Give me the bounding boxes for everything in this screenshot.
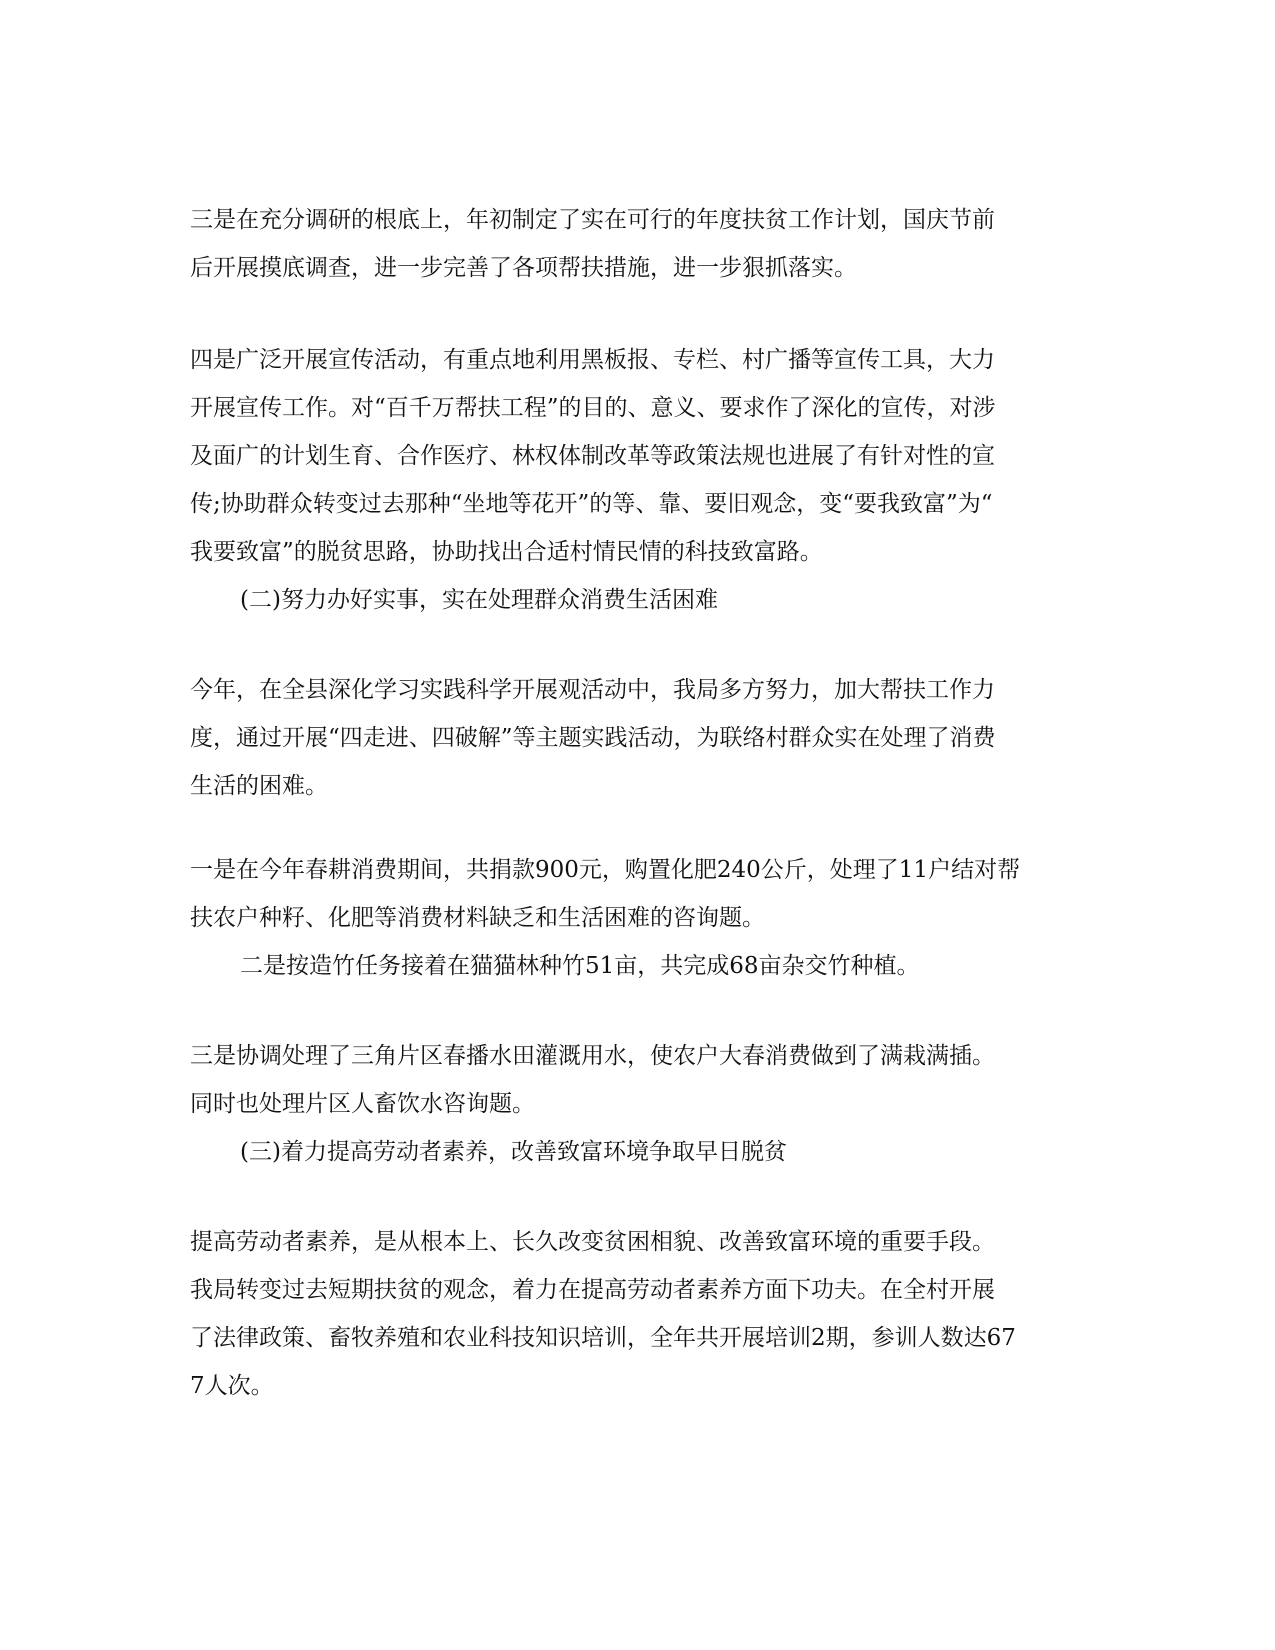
section-heading-3	[190, 1128, 1085, 1176]
paragraph-plan	[190, 196, 1085, 292]
text-line: 及面广的计划生育、合作医疗、林权体制改革等政策法规也进展了有针对性的宣	[190, 443, 995, 469]
text-line: 提高劳动者素养，是从根本上、长久改变贫困相貌、改善致富环境的重要手段。	[190, 1229, 995, 1255]
text-line: 7人次。	[190, 1373, 274, 1399]
paragraph-training	[190, 1218, 1085, 1410]
text-line: 三是协调处理了三角片区春播水田灌溉用水，使农户大春消费做到了满栽满插。	[190, 1043, 995, 1069]
text-line: 度，通过开展“四走进、四破解”等主题实践活动，为联络村群众实在处理了消费	[190, 725, 996, 751]
paragraph-this-year	[190, 666, 1085, 810]
heading-text: (二)努力办好实事，实在处理群众消费生活困难	[240, 587, 718, 613]
paragraph-bamboo	[190, 942, 1085, 990]
heading-text: (三)着力提高劳动者素养，改善致富环境争取早日脱贫	[240, 1139, 787, 1165]
text-line: 我要致富”的脱贫思路，协助找出合适村情民情的科技致富路。	[190, 539, 823, 565]
text-line: 我局转变过去短期扶贫的观念，着力在提高劳动者素养方面下功夫。在全村开展	[190, 1277, 995, 1303]
text-line: 三是在充分调研的根底上，年初制定了实在可行的年度扶贫工作计划，国庆节前	[190, 207, 995, 233]
text-line: 一是在今年春耕消费期间，共捐款900元，购置化肥240公斤，处理了11户结对帮	[190, 857, 1021, 883]
text-line: 四是广泛开展宣传活动，有重点地利用黑板报、专栏、村广播等宣传工具，大力	[190, 347, 995, 373]
text-line: 二是按造竹任务接着在猫猫林种竹51亩，共完成68亩杂交竹种植。	[240, 953, 920, 979]
text-line: 后开展摸底调查，进一步完善了各项帮扶措施，进一步狠抓落实。	[190, 255, 857, 281]
paragraph-irrigation	[190, 1032, 1085, 1128]
text-line: 同时也处理片区人畜饮水咨询题。	[190, 1091, 535, 1117]
paragraph-spring	[190, 846, 1085, 942]
paragraph-publicity	[190, 336, 1085, 576]
text-line: 生活的困难。	[190, 773, 328, 799]
text-line: 开展宣传工作。对“百千万帮扶工程”的目的、意义、要求作了深化的宣传，对涉	[190, 395, 996, 421]
text-line: 扶农户种籽、化肥等消费材料缺乏和生活困难的咨询题。	[190, 905, 765, 931]
text-line: 了法律政策、畜牧养殖和农业科技知识培训，全年共开展培训2期，参训人数达67	[190, 1325, 1016, 1351]
section-heading-2	[190, 576, 1085, 624]
text-line: 今年，在全县深化学习实践科学开展观活动中，我局多方努力，加大帮扶工作力	[190, 677, 995, 703]
text-line: 传;协助群众转变过去那种“坐地等花开”的等、靠、要旧观念，变“要我致富”为“	[190, 491, 993, 517]
